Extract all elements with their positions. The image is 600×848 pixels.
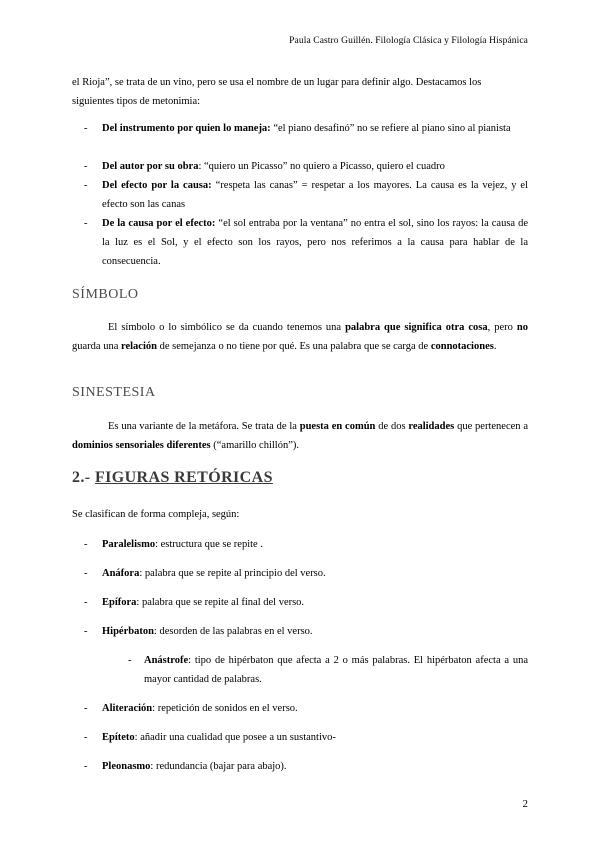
item-term: Anáfora	[102, 568, 140, 579]
item-term: Hipérbaton	[102, 626, 154, 637]
item-term: Paralelismo	[102, 539, 156, 550]
item-text: : palabra que se repite al principio del verso.	[139, 568, 326, 579]
item-term: Del efecto por la causa:	[102, 180, 212, 191]
figuras-intro: Se clasifican de forma compleja, según:	[72, 509, 240, 520]
list-item	[72, 757, 528, 776]
item-term: Epíteto	[102, 732, 135, 743]
item-text: “respeta las canas” = respetar a los mayores. La causa es la vejez, y el efecto son las canas	[102, 180, 529, 210]
item-text: : palabra que se repite al final del verso.	[136, 597, 305, 608]
sinestesia-paragraph: Es una variante de la metáfora. Se trata de la puesta en común de dos realidades que pertenecen a dominios sensoriales diferentes (“amarillo chillón”).	[72, 421, 528, 451]
dash-bullet: -	[84, 732, 88, 743]
item-term: De la causa por el efecto:	[102, 218, 216, 229]
dash-bullet: -	[84, 539, 88, 550]
item-term: Anástrofe	[144, 655, 189, 666]
chapter-heading	[72, 469, 273, 487]
list-item	[72, 535, 528, 554]
sub-list-item	[128, 651, 528, 689]
dash-bullet: -	[84, 703, 88, 714]
chapter-title: FIGURAS RETÓRICAS	[94, 469, 273, 486]
dash-bullet: -	[128, 655, 132, 666]
section-heading-simbolo: SÍMBOLO	[72, 287, 139, 302]
intro-paragraph	[72, 73, 528, 111]
dash-bullet: -	[84, 568, 88, 579]
list-item	[72, 564, 528, 583]
dash-bullet: -	[84, 626, 88, 637]
dash-bullet: -	[84, 597, 88, 608]
list-item	[72, 593, 528, 612]
dash-bullet: -	[84, 161, 88, 172]
dash-bullet: -	[84, 180, 88, 191]
list-item	[72, 728, 528, 747]
page-number: 2	[522, 798, 528, 810]
item-text: : “quiero un Picasso” no quiero a Picasso, quiero el cuadro	[198, 161, 445, 172]
item-text: : redundancia (bajar para abajo).	[150, 761, 287, 772]
dash-bullet: -	[84, 761, 88, 772]
list-item	[72, 119, 528, 138]
item-term: Pleonasmo	[102, 761, 151, 772]
list-item	[72, 622, 528, 641]
list-item	[72, 176, 528, 214]
intro-line-2: siguientes tipos de metonimia:	[72, 96, 201, 107]
item-text: “el piano desafinó” no se refiere al piano sino al pianista	[270, 123, 511, 134]
item-text: : desorden de las palabras en el verso.	[153, 626, 313, 637]
list-item	[72, 699, 528, 718]
list-item	[72, 214, 528, 271]
intro-line-1: el Rioja”, se trata de un vino, pero se usa el nombre de un lugar para definir algo. Destacamos los	[72, 77, 482, 88]
dash-bullet: -	[84, 218, 88, 229]
simbolo-paragraph: El símbolo o lo simbólico se da cuando tenemos una palabra que significa otra cosa, pero no guarda una relación de semejanza o no tiene por qué. Es una palabra que se carga de connotaciones.	[72, 322, 528, 352]
running-header: Paula Castro Guillén. Filología Clásica y Filología Hispánica	[289, 36, 528, 46]
item-text: : tipo de hipérbaton que afecta a 2 o más palabras. El hipérbaton afecta a una mayor cantidad de palabras.	[144, 655, 528, 685]
item-term: Aliteración	[102, 703, 153, 714]
item-term: Del instrumento por quien lo maneja:	[102, 123, 271, 134]
item-text: : estructura que se repite .	[155, 539, 263, 550]
dash-bullet: -	[84, 123, 88, 134]
item-text: : añadir una cualidad que posee a un sustantivo-	[134, 732, 336, 743]
item-text: “el sol entraba por la ventana” no entra el sol, sino los rayos: la causa de la luz es el Sol, y el efecto son los rayos, pero nos referimos a la causa para hablar de la consecuencia.	[102, 218, 528, 267]
list-item	[72, 157, 528, 176]
chapter-number: 2.-	[72, 469, 95, 486]
section-heading-sinestesia: SINESTESIA	[72, 385, 156, 400]
item-text: : repetición de sonidos en el verso.	[152, 703, 298, 714]
item-term: Del autor por su obra	[102, 161, 199, 172]
item-term: Epífora	[102, 597, 137, 608]
